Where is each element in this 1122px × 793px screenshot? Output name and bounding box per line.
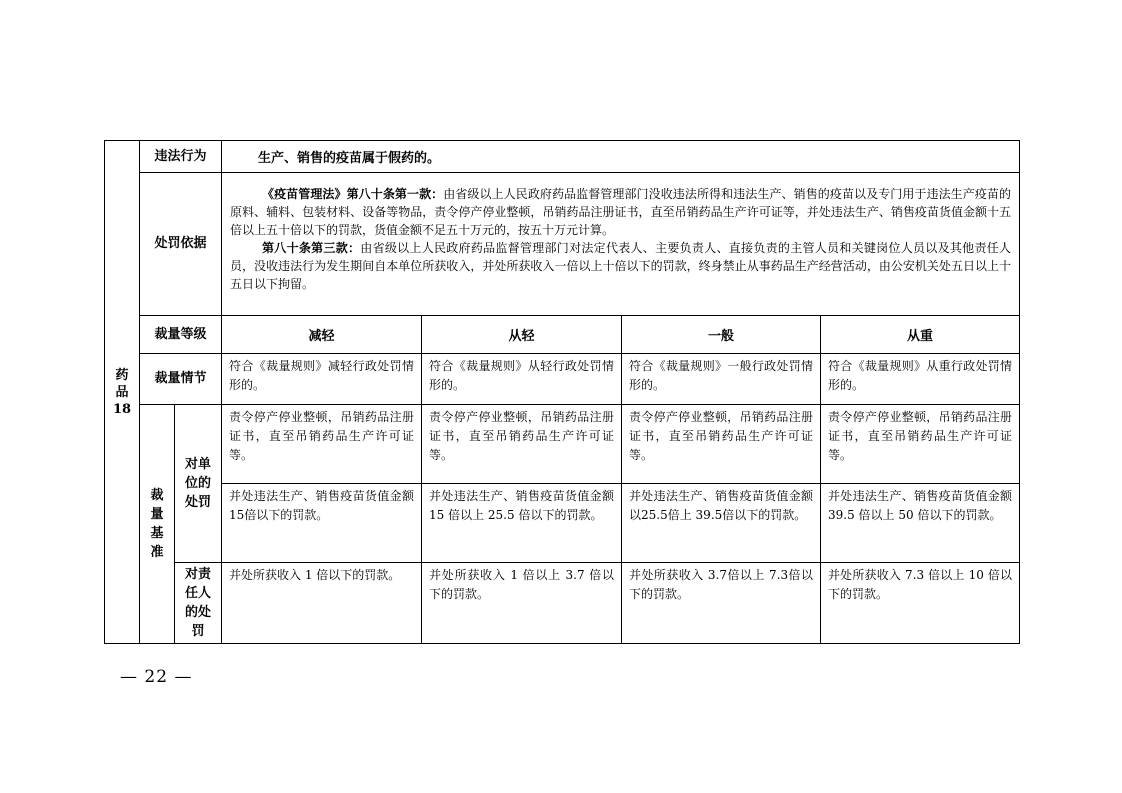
circumstance-cell: 符合《裁量规则》一般行政处罚情形的。	[622, 354, 821, 405]
basis-label: 处罚依据	[140, 173, 222, 316]
unit-penalty-cell: 责令停产停业整顿，吊销药品注册证书，直至吊销药品生产许可证等。	[422, 405, 622, 484]
page-number: — 22 —	[120, 667, 193, 687]
basis-row	[105, 173, 1020, 316]
person-penalty-cell: 并处所获收入 7.3 倍以上 10 倍以下的罚款。	[821, 563, 1020, 644]
circumstance-cell: 符合《裁量规则》减轻行政处罚情形的。	[222, 354, 422, 405]
basis-paragraph-2: 第八十条第三款：由省级以上人民政府药品监督管理部门对法定代表人、主要负责人、直接负责的主管人员和关键岗位人员以及其他责任人员，没收违法行为发生期间自本单位所获收入，并处所获收入一倍以上十倍以下的罚款，终身禁止从事药品生产经营活动，由公安机关处五日以上十五日以下拘留。	[230, 241, 1012, 291]
basis-text	[222, 173, 1020, 316]
unit-fine-cell: 并处违法生产、销售疫苗货值金额 39.5 倍以上 50 倍以下的罚款。	[821, 484, 1020, 563]
level-header: 一般	[622, 316, 821, 354]
unit-fine-cell: 并处违法生产、销售疫苗货值金额以25.5倍上 39.5倍以下的罚款。	[622, 484, 821, 563]
circumstance-cell: 符合《裁量规则》从轻行政处罚情形的。	[422, 354, 622, 405]
level-header: 减轻	[222, 316, 422, 354]
unit-penalty-cell: 责令停产停业整顿，吊销药品注册证书，直至吊销药品生产许可证等。	[222, 405, 422, 484]
unit-row-1	[105, 405, 1020, 484]
person-penalty-label: 对责 任人 的处 罚	[175, 563, 222, 644]
violation-text: 生产、销售的疫苗属于假药的。	[222, 141, 1020, 173]
unit-penalty-cell: 责令停产停业整顿，吊销药品注册证书，直至吊销药品生产许可证等。	[821, 405, 1020, 484]
person-penalty-cell: 并处所获收入 1 倍以下的罚款。	[222, 563, 422, 644]
unit-fine-cell: 并处违法生产、销售疫苗货值金额15倍以下的罚款。	[222, 484, 422, 563]
penalty-table	[104, 140, 1020, 644]
person-row	[105, 563, 1020, 644]
basis-paragraph-1: 《疫苗管理法》第八十条第一款：由省级以上人民政府药品监督管理部门没收违法所得和违法生产、销售的疫苗以及专门用于违法生产疫苗的原料、辅料、包装材料、设备等物品，责令停产停业整顿，吊销药品注册证书，直至吊销药品生产许可证等，并处违法生产、销售疫苗货值金额十五倍以上五十倍以下的罚款，货值金额不足五十万元的，按五十万元计算。	[230, 187, 1012, 237]
circumstances-label: 裁量情节	[140, 354, 222, 405]
item-code: 药 品 18	[105, 141, 140, 644]
levels-label: 裁量等级	[140, 316, 222, 354]
unit-penalty-cell: 责令停产停业整顿，吊销药品注册证书，直至吊销药品生产许可证等。	[622, 405, 821, 484]
standard-label: 裁 量 基 准	[140, 405, 175, 644]
circumstances-row	[105, 354, 1020, 405]
levels-row	[105, 316, 1020, 354]
violation-label: 违法行为	[140, 141, 222, 173]
violation-row	[105, 141, 1020, 173]
person-penalty-cell: 并处所获收入 1 倍以上 3.7 倍以下的罚款。	[422, 563, 622, 644]
unit-penalty-label: 对单 位的 处罚	[175, 405, 222, 563]
unit-row-2	[105, 484, 1020, 563]
level-header: 从重	[821, 316, 1020, 354]
level-header: 从轻	[422, 316, 622, 354]
person-penalty-cell: 并处所获收入 3.7倍以上 7.3倍以下的罚款。	[622, 563, 821, 644]
circumstance-cell: 符合《裁量规则》从重行政处罚情形的。	[821, 354, 1020, 405]
unit-fine-cell: 并处违法生产、销售疫苗货值金额 15 倍以上 25.5 倍以下的罚款。	[422, 484, 622, 563]
